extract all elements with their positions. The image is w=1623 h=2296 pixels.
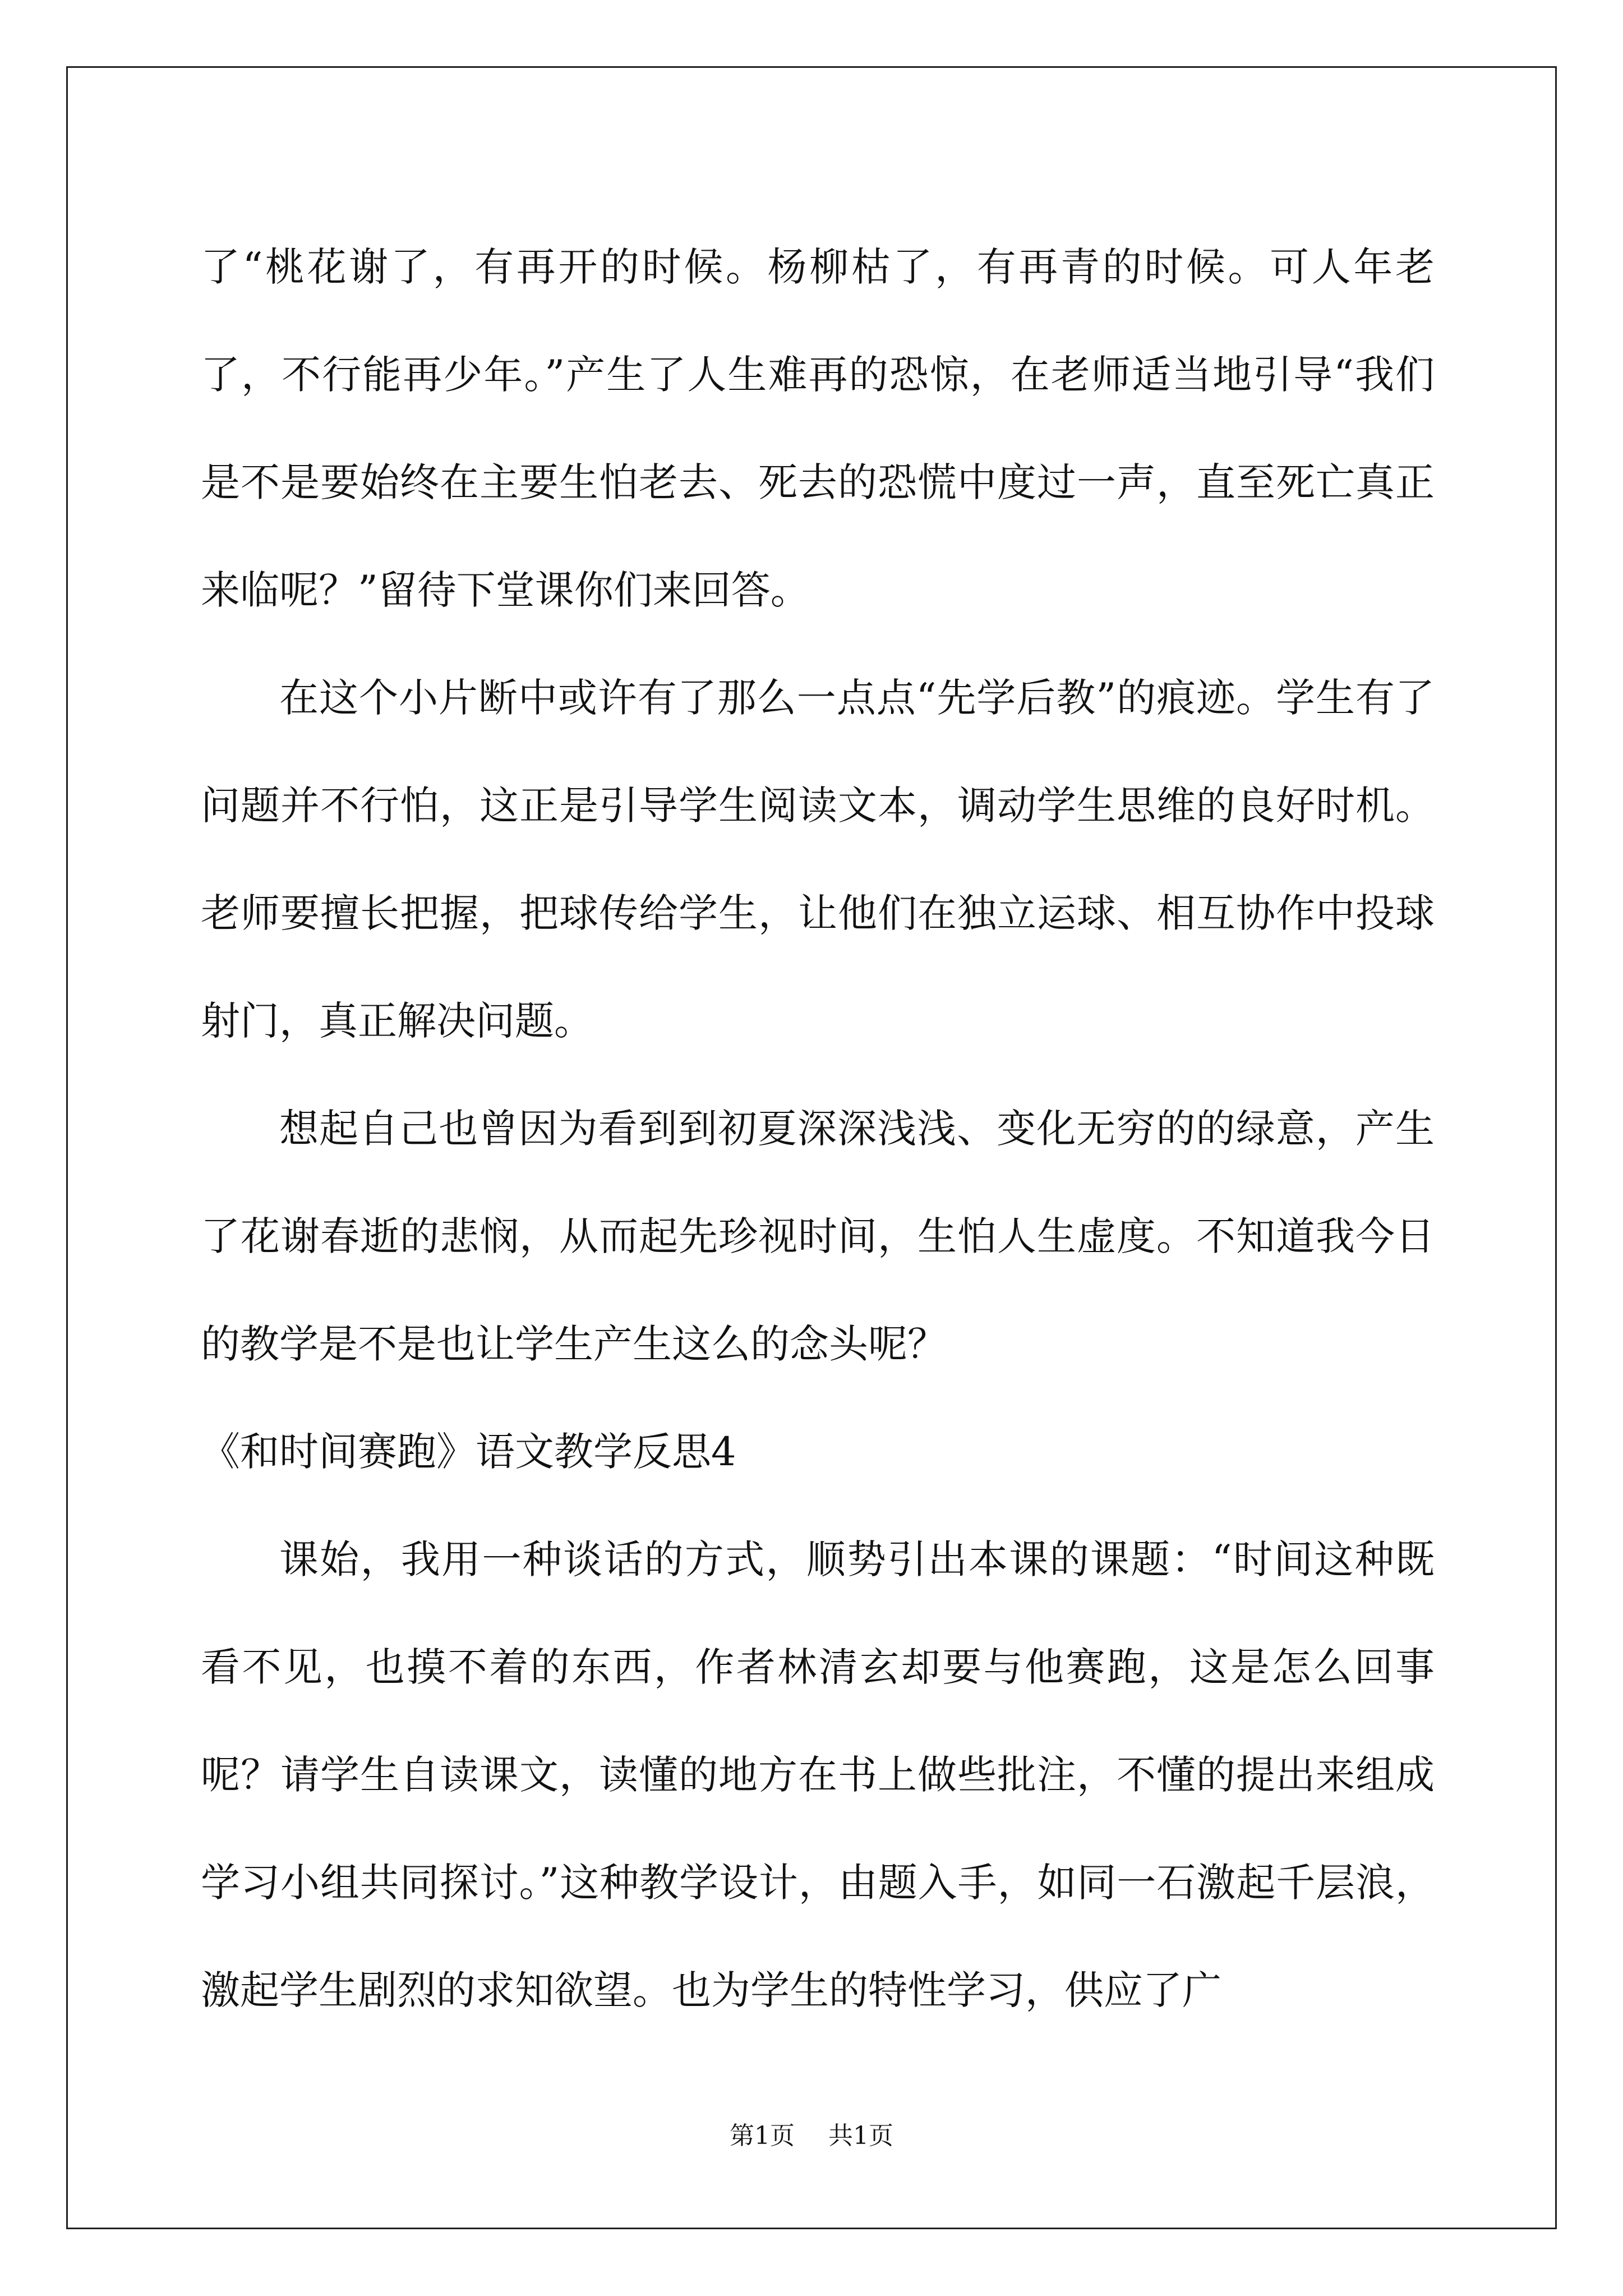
paragraph-4: 课始，我用一种谈话的方式，顺势引出本课的课题：“时间这种既看不见，也摸不着的东西，作者林清玄却要与他赛跑，这是怎么回事呢？请学生自读课文，读懂的地方在书上做些批注，不懂的提出来组成学习小组共同探讨。”这种教学设计，由题入手，如同一石激起千层浪，激起学生剧烈的求知欲望。也为学生的特性学习，供应了广: [201, 1536, 1435, 2013]
paragraph-2: 在这个小片断中或许有了那么一点点“先学后教”的痕迹。学生有了问题并不行怕，这正是引导学生阅读文本，调动学生思维的良好时机。老师要擅长把握，把球传给学生，让他们在独立运球、相互协作中投球射门，真正解决问题。: [201, 675, 1435, 1044]
page-footer: [0, 2119, 1623, 2153]
section-heading: 《和时间赛跑》语文教学反思4: [201, 1429, 736, 1475]
page-number: 第1页: [730, 2122, 795, 2150]
page-total: 共1页: [828, 2122, 893, 2150]
paragraph-1: 了“桃花谢了，有再开的时候。杨柳枯了，有再青的时候。可人年老了，不行能再少年。”产生了人生难再的恐惊，在老师适当地引导“我们是不是要始终在主要生怕老去、死去的恐慌中度过一声，直至死亡真正来临呢？”留待下堂课你们来回答。: [201, 244, 1435, 613]
paragraph-3: 想起自己也曾因为看到到初夏深深浅浅、变化无穷的的绿意，产生了花谢春逝的悲悯，从而起先珍视时间，生怕人生虚度。不知道我今日的教学是不是也让学生产生这么的念头呢？: [201, 1106, 1435, 1367]
document-body: [201, 213, 1435, 2044]
